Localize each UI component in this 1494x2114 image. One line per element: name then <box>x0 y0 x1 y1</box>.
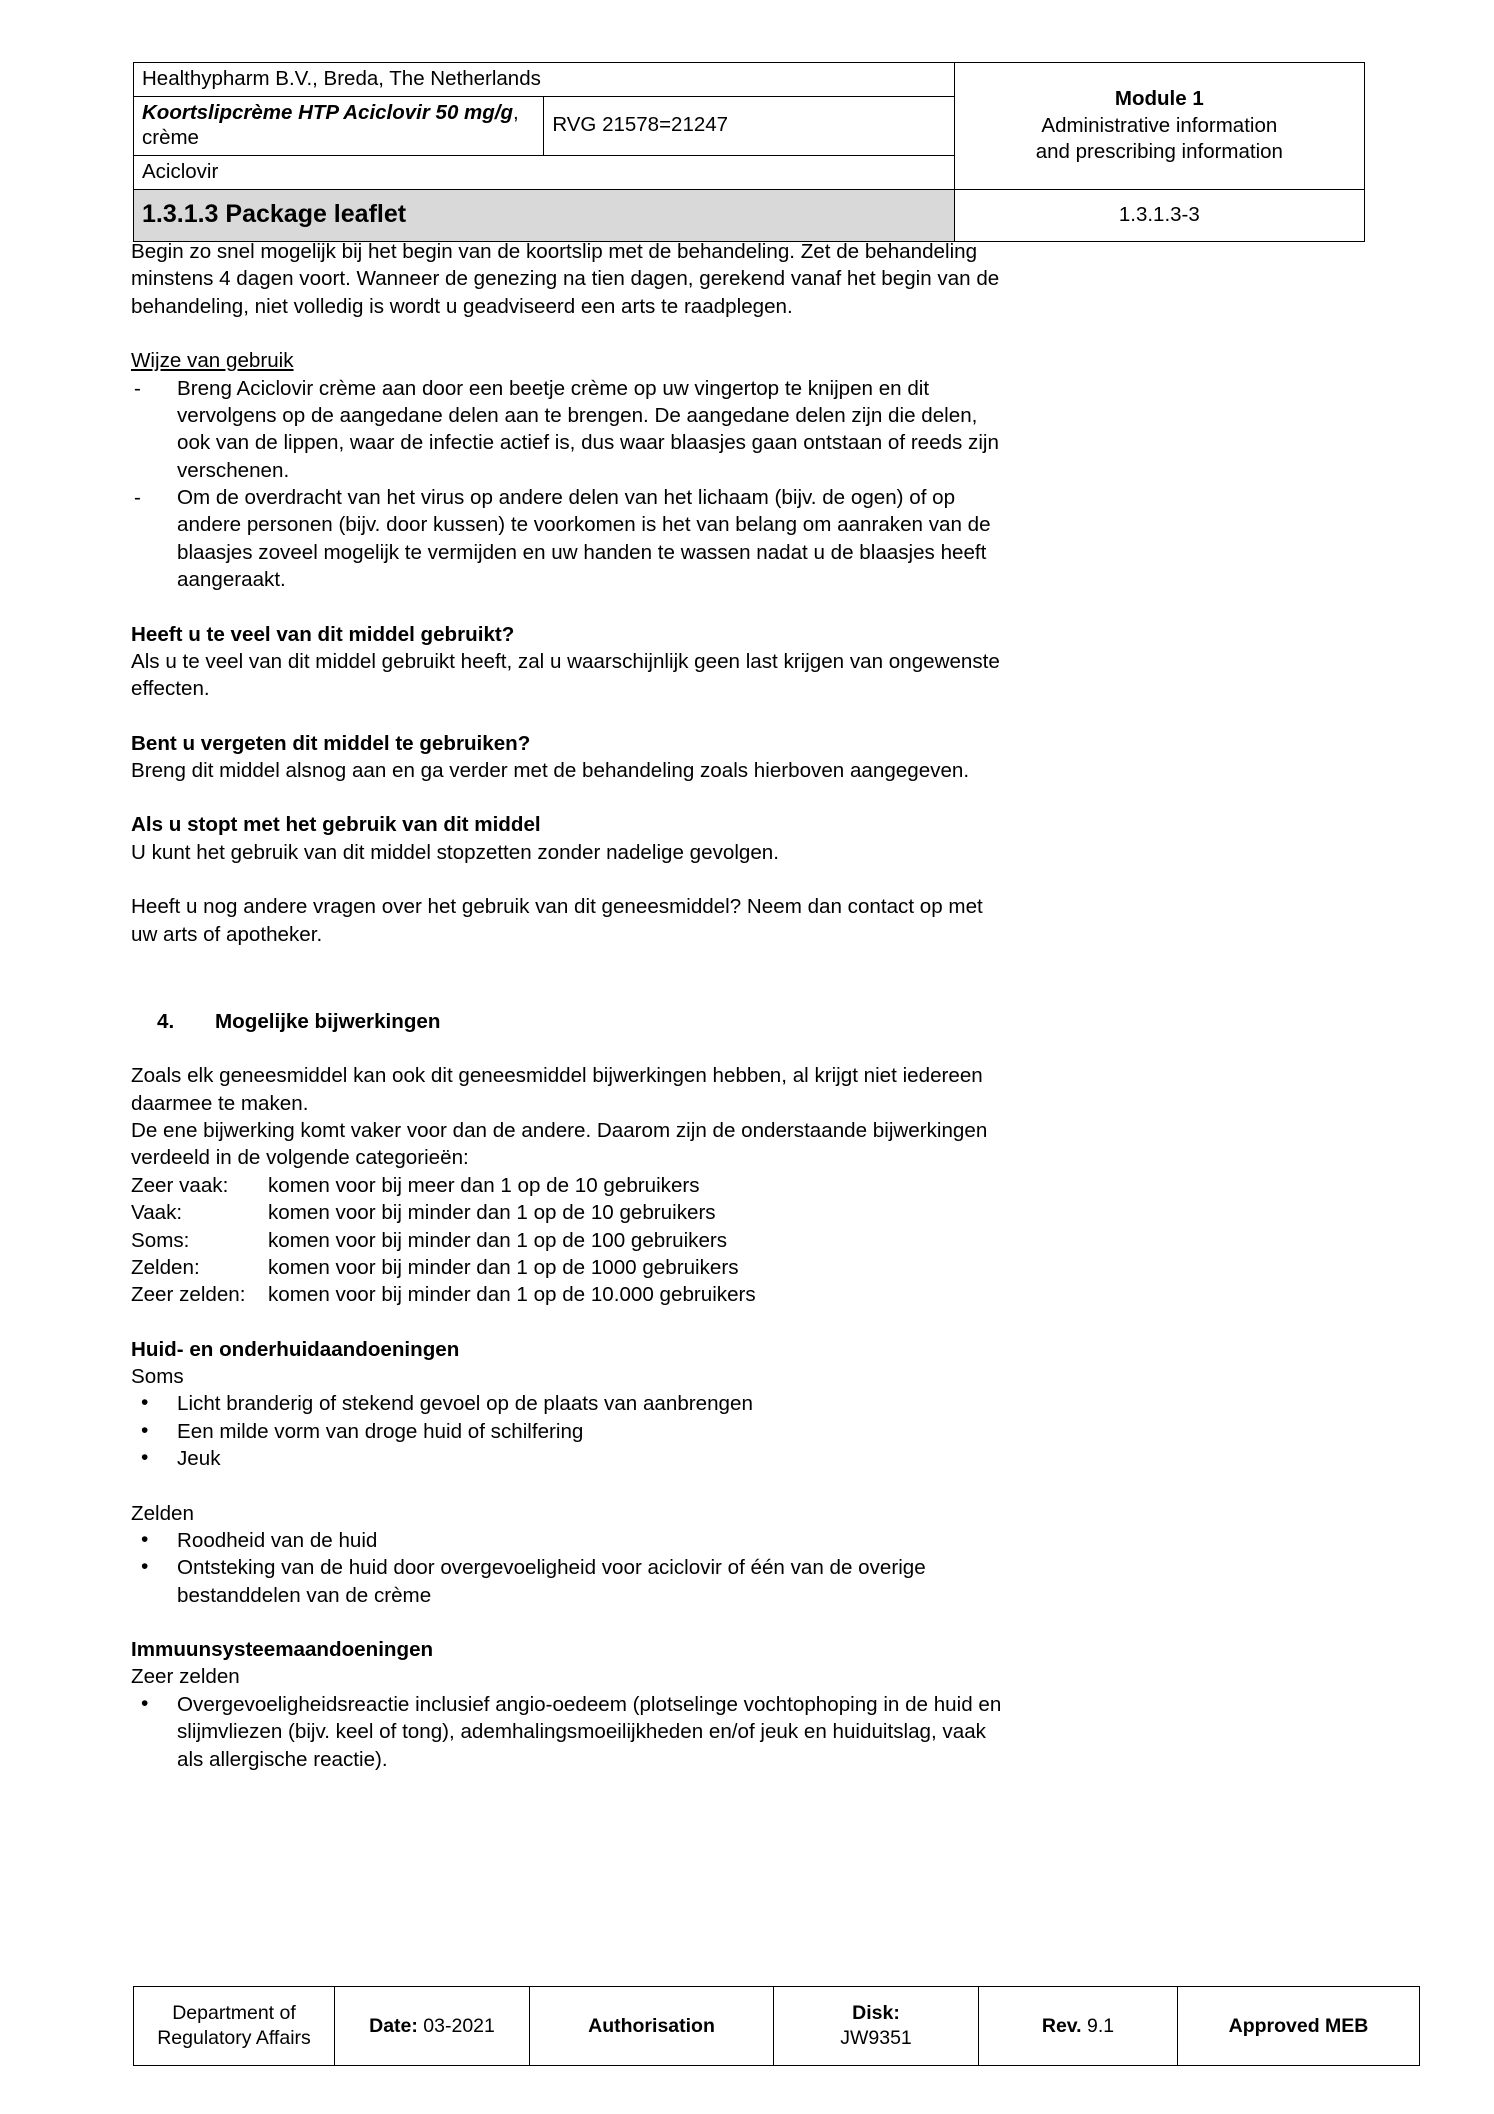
header-rvg-cell: RVG 21578=21247 <box>544 96 954 155</box>
frequency-definition: komen voor bij minder dan 1 op de 100 gebruikers <box>268 1228 728 1252</box>
spacer <box>131 703 1014 730</box>
frequency-definition: komen voor bij meer dan 1 op de 10 gebruikers <box>268 1173 700 1197</box>
overdose-text: Als u te veel van dit middel gebruikt heeft, zal u waarschijnlijk geen last krijgen van ongewenste effecten. <box>131 649 1000 701</box>
spacer <box>131 1473 1014 1500</box>
spacer <box>131 948 1014 1008</box>
header-row-leaflet <box>134 189 1365 241</box>
footer-authorisation-cell <box>530 1987 774 2066</box>
frequency-term: Zeer zelden: <box>131 1283 246 1307</box>
footer-approved-cell <box>1178 1987 1420 2066</box>
frequency-term: Zeer vaak: <box>131 1173 229 1197</box>
frequency-row <box>131 1281 1014 1308</box>
usage-list <box>131 375 1014 594</box>
document-header-table <box>133 62 1365 242</box>
frequency-term: Soms: <box>131 1228 190 1252</box>
footer-approved-label: Approved MEB <box>1228 2014 1369 2037</box>
stop-text: U kunt het gebruik van dit middel stopzetten zonder nadelige gevolgen. <box>131 840 779 864</box>
header-row-company <box>134 63 1365 97</box>
header-product-cell <box>134 96 544 155</box>
header-module-cell <box>954 63 1364 190</box>
list-item: - Om de overdracht van het virus op andere delen van het lichaam (bijv. de ogen) of op andere personen (bijv. door kussen) te voorkomen is het van belang om aanraken van de blaasjes zoveel mogelijk te vermijden en uw handen te wassen nadat u de blaasjes heeft aangeraakt. <box>131 484 1014 594</box>
stop-heading: Als u stopt met het gebruik van dit middel <box>131 813 541 837</box>
footer-disk-cell <box>774 1987 979 2066</box>
list-item: • Licht branderig of stekend gevoel op de plaats van aanbrengen <box>131 1390 1014 1417</box>
spacer <box>131 1309 1014 1336</box>
immune-disorders-heading: Immuunsysteemaandoeningen <box>131 1638 434 1661</box>
list-item: • Een milde vorm van droge huid of schilfering <box>131 1418 1014 1445</box>
footer-disk-value: JW9351 <box>840 2027 912 2049</box>
product-name: Koortslipcrème HTP Aciclovir 50 mg/g <box>142 100 514 124</box>
module-title: Module 1 <box>1114 87 1204 111</box>
questions-text: Heeft u nog andere vragen over het gebruik van dit geneesmiddel? Neem dan contact op met uw arts of apotheker. <box>131 895 983 946</box>
immune-zeer-zelden-label: Zeer zelden <box>131 1665 240 1689</box>
spacer <box>131 320 1014 347</box>
usage-heading: Wijze van gebruik <box>131 349 294 373</box>
frequency-row <box>131 1172 1014 1199</box>
immune-list <box>131 1691 1014 1773</box>
footer-rev-cell <box>979 1987 1178 2066</box>
side-effects-intro-1: Zoals elk geneesmiddel kan ook dit geneesmiddel bijwerkingen hebben, al krijgt niet iedereen daarmee te maken. <box>131 1064 983 1115</box>
leaflet-title: 1.3.1.3 Package leaflet <box>142 199 407 228</box>
frequency-definition-list <box>131 1172 1014 1309</box>
list-item: • Ontsteking van de huid door overgevoeligheid voor aciclovir of één van de overige bestanddelen van de crème <box>131 1554 1014 1609</box>
header-inn-cell: Aciclovir <box>134 155 955 189</box>
footer-rev-label: Rev. <box>1041 2014 1082 2037</box>
skin-zelden-label: Zelden <box>131 1501 194 1525</box>
section-4-heading <box>131 1008 1014 1035</box>
footer-rev-value: 9.1 <box>1087 2014 1115 2037</box>
footer-department-line-1: Department of <box>172 2002 296 2025</box>
document-footer-table <box>133 1986 1369 2066</box>
footer-date-cell <box>335 1987 530 2066</box>
frequency-definition: komen voor bij minder dan 1 op de 1000 gebruikers <box>268 1255 739 1279</box>
spacer <box>131 1035 1014 1062</box>
overdose-heading: Heeft u te veel van dit middel gebruikt? <box>131 622 515 646</box>
spacer <box>131 594 1014 621</box>
leaflet-number-cell: 1.3.1.3-3 <box>954 189 1364 241</box>
leaflet-title-cell <box>134 189 955 241</box>
product-form: , crème <box>142 100 519 150</box>
spacer <box>131 784 1014 811</box>
spacer <box>131 866 1014 893</box>
header-company-cell: Healthypharm B.V., Breda, The Netherlands <box>134 63 955 97</box>
footer-row <box>134 1987 1420 2066</box>
frequency-term: Vaak: <box>131 1201 183 1225</box>
list-item: • Overgevoeligheidsreactie inclusief angio-oedeem (plotselinge vochtophoping in de huid en slijmvliezen (bijv. keel of tong), ademhalingsmoeilijkheden en/of jeuk en huiduitslag, vaak als allergische reactie). <box>131 1691 1014 1773</box>
section-4-number: 4. <box>157 1009 175 1033</box>
footer-department-cell <box>134 1987 335 2066</box>
frequency-row <box>131 1227 1014 1254</box>
frequency-row <box>131 1254 1014 1281</box>
forgot-text: Breng dit middel alsnog aan en ga verder met de behandeling zoals hierboven aangegeven. <box>131 759 970 782</box>
skin-soms-label: Soms <box>131 1365 184 1388</box>
list-item: - Breng Aciclovir crème aan door een beetje crème op uw vingertop te knijpen en dit vervolgens op de aangedane delen aan te brengen. De aangedane delen zijn die delen, ook van de lippen, waar de infectie actief is, dus waar blaasjes gaan ontstaan of reeds zijn verschenen. <box>131 375 1014 485</box>
footer-date-label: Date: <box>369 2014 418 2037</box>
skin-zelden-list <box>131 1527 1014 1609</box>
forgot-heading: Bent u vergeten dit middel te gebruiken? <box>131 731 531 755</box>
module-line-1: Administrative information <box>1041 113 1278 137</box>
frequency-term: Zelden: <box>131 1255 200 1279</box>
frequency-row <box>131 1199 1014 1226</box>
frequency-definition: komen voor bij minder dan 1 op de 10.000 gebruikers <box>268 1283 756 1307</box>
footer-department-line-2: Regulatory Affairs <box>157 2027 311 2049</box>
skin-soms-list <box>131 1390 1014 1472</box>
module-line-2: and prescribing information <box>1035 139 1283 163</box>
frequency-definition: komen voor bij minder dan 1 op de 10 gebruikers <box>268 1201 716 1225</box>
document-body <box>131 238 1014 1773</box>
spacer <box>131 1609 1014 1636</box>
skin-disorders-heading: Huid- en onderhuidaandoeningen <box>131 1337 460 1361</box>
section-4-title: Mogelijke bijwerkingen <box>215 1009 441 1033</box>
footer-authorisation-label: Authorisation <box>588 2014 715 2037</box>
footer-date-value: 03-2021 <box>423 2014 495 2037</box>
list-item: • Roodheid van de huid <box>131 1527 1014 1554</box>
intro-paragraph: Begin zo snel mogelijk bij het begin van de koortslip met de behandeling. Zet de behandeling minstens 4 dagen voort. Wanneer de genezing na tien dagen, gerekend vanaf het begin van de behandeling, niet volledig is wordt u geadviseerd een arts te raadplegen. <box>131 240 1000 318</box>
list-item: • Jeuk <box>131 1445 1014 1472</box>
side-effects-intro-2: De ene bijwerking komt vaker voor dan de andere. Daarom zijn de onderstaande bijwerkingen verdeeld in de volgende categorieën: <box>131 1119 988 1170</box>
footer-disk-label: Disk: <box>852 2002 900 2025</box>
